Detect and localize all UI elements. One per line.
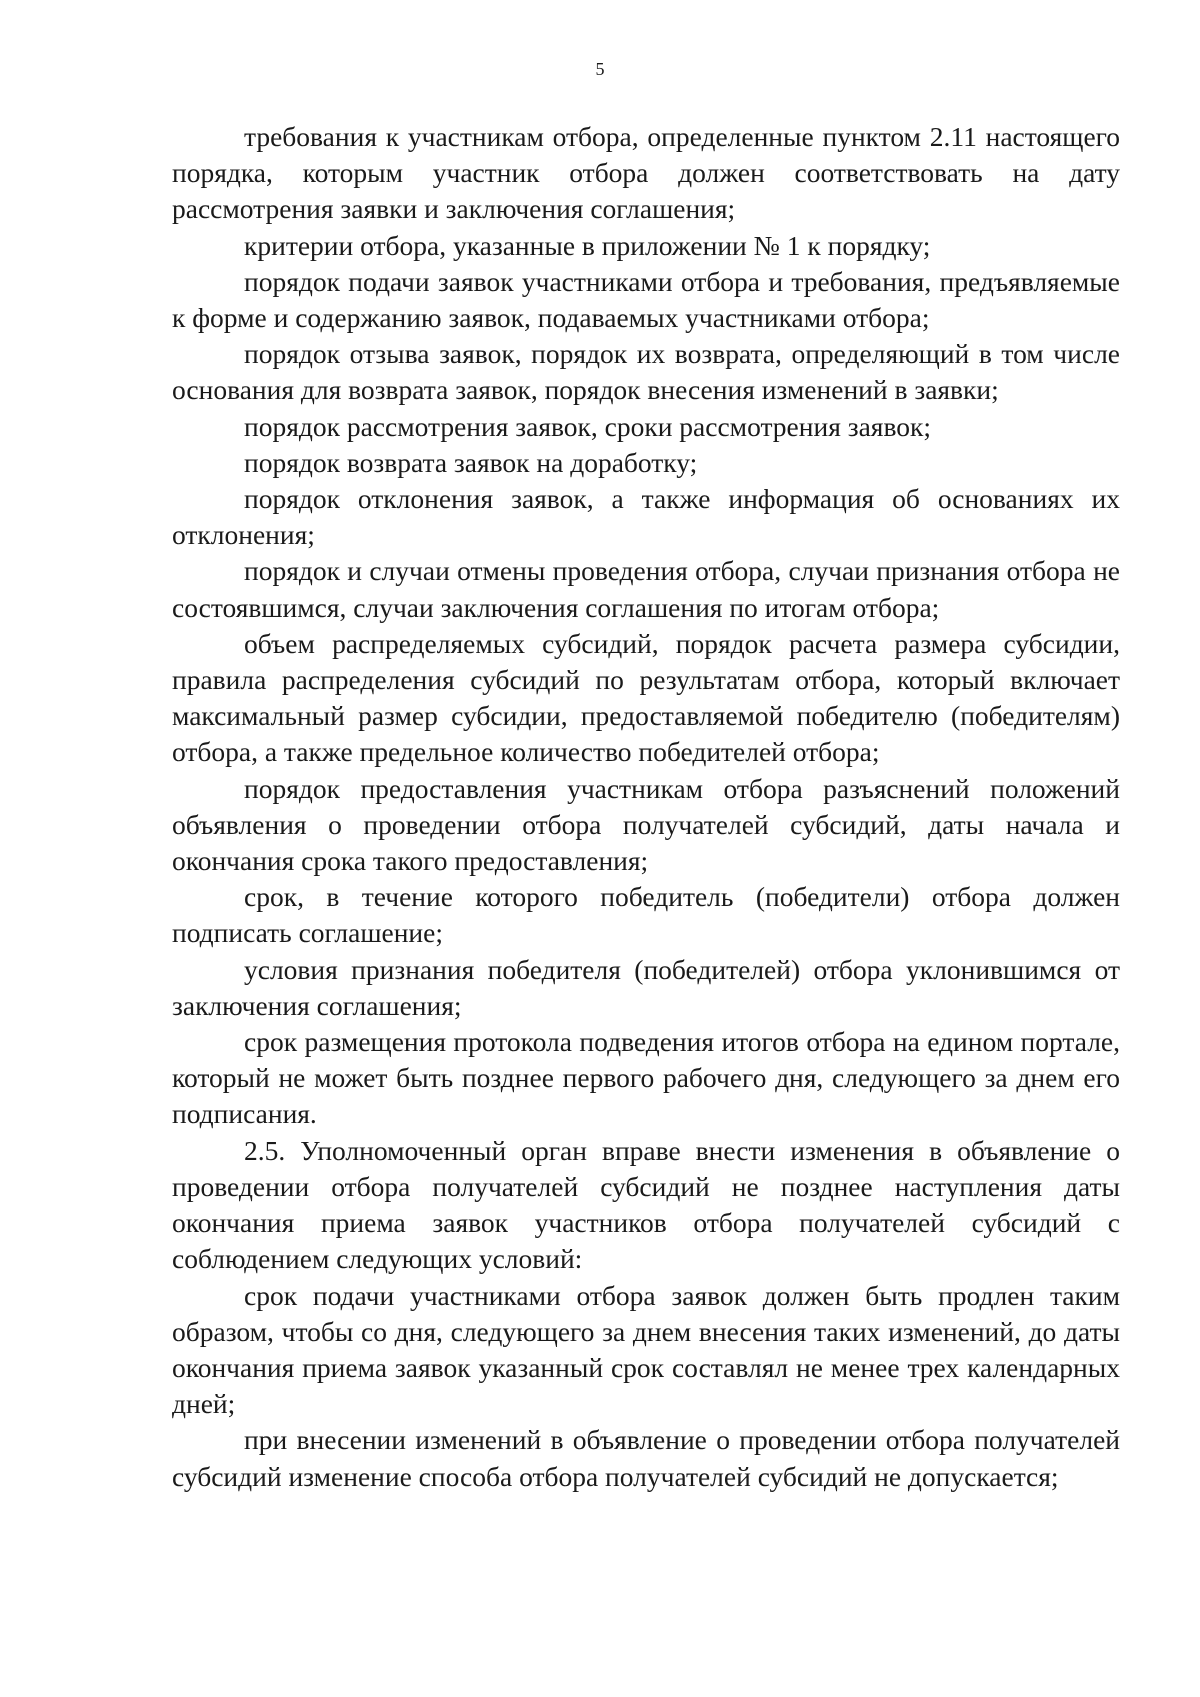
paragraph: срок, в течение которого победитель (победители) отбора должен подписать соглашение; [172,881,1120,949]
paragraph: порядок возврата заявок на доработку; [244,446,698,478]
paragraph: 2.5. Уполномоченный орган вправе внести изменения в объявление о проведении отбора получателей субсидий не позднее наступления даты окончания приема заявок участников отбора получателей субсидий с соблюдением следующих условий: [172,1134,1120,1275]
paragraph: срок размещения протокола подведения итогов отбора на едином портале, который не может быть позднее первого рабочего дня, следующего за днем его подписания. [172,1026,1120,1130]
paragraph: объем распределяемых субсидий, порядок расчета размера субсидии, правила распределения субсидий по результатам отбора, который включает максимальный размер субсидии, предоставляемой победителю (победителям) отбора, а также предельное количество победителей отбора; [172,627,1120,768]
paragraph: порядок и случаи отмены проведения отбора, случаи признания отбора не состоявшимся, случаи заключения соглашения по итогам отбора; [172,555,1120,623]
paragraph: порядок рассмотрения заявок, сроки рассмотрения заявок; [244,410,931,442]
paragraph: требования к участникам отбора, определенные пунктом 2.11 настоящего порядка, которым участник отбора должен соответствовать на дату рассмотрения заявки и заключения соглашения; [172,121,1120,225]
paragraph: порядок отзыва заявок, порядок их возврата, определяющий в том числе основания для возврата заявок, порядок внесения изменений в заявки; [172,338,1120,406]
document-body [172,119,1120,1495]
paragraph: порядок предоставления участникам отбора разъяснений положений объявления о проведении отбора получателей субсидий, даты начала и окончания срока такого предоставления; [172,772,1120,877]
paragraph: порядок отклонения заявок, а также информация об основаниях их отклонения; [172,483,1120,551]
paragraph: порядок подачи заявок участниками отбора и требования, предъявляемые к форме и содержанию заявок, подаваемых участниками отбора; [172,265,1120,334]
paragraph: срок подачи участниками отбора заявок должен быть продлен таким образом, чтобы со дня, следующего за днем внесения таких изменений, до даты окончания приема заявок указанный срок составлял не менее трех календарных дней; [172,1279,1120,1420]
paragraph: при внесении изменений в объявление о проведении отбора получателей субсидий изменение способа отбора получателей субсидий не допускается; [172,1424,1120,1492]
page-number: 5 [595,59,605,79]
paragraph: условия признания победителя (победителей) отбора уклонившимся от заключения соглашения; [172,953,1120,1021]
paragraph: критерии отбора, указанные в приложении № 1 к порядку; [244,229,931,261]
